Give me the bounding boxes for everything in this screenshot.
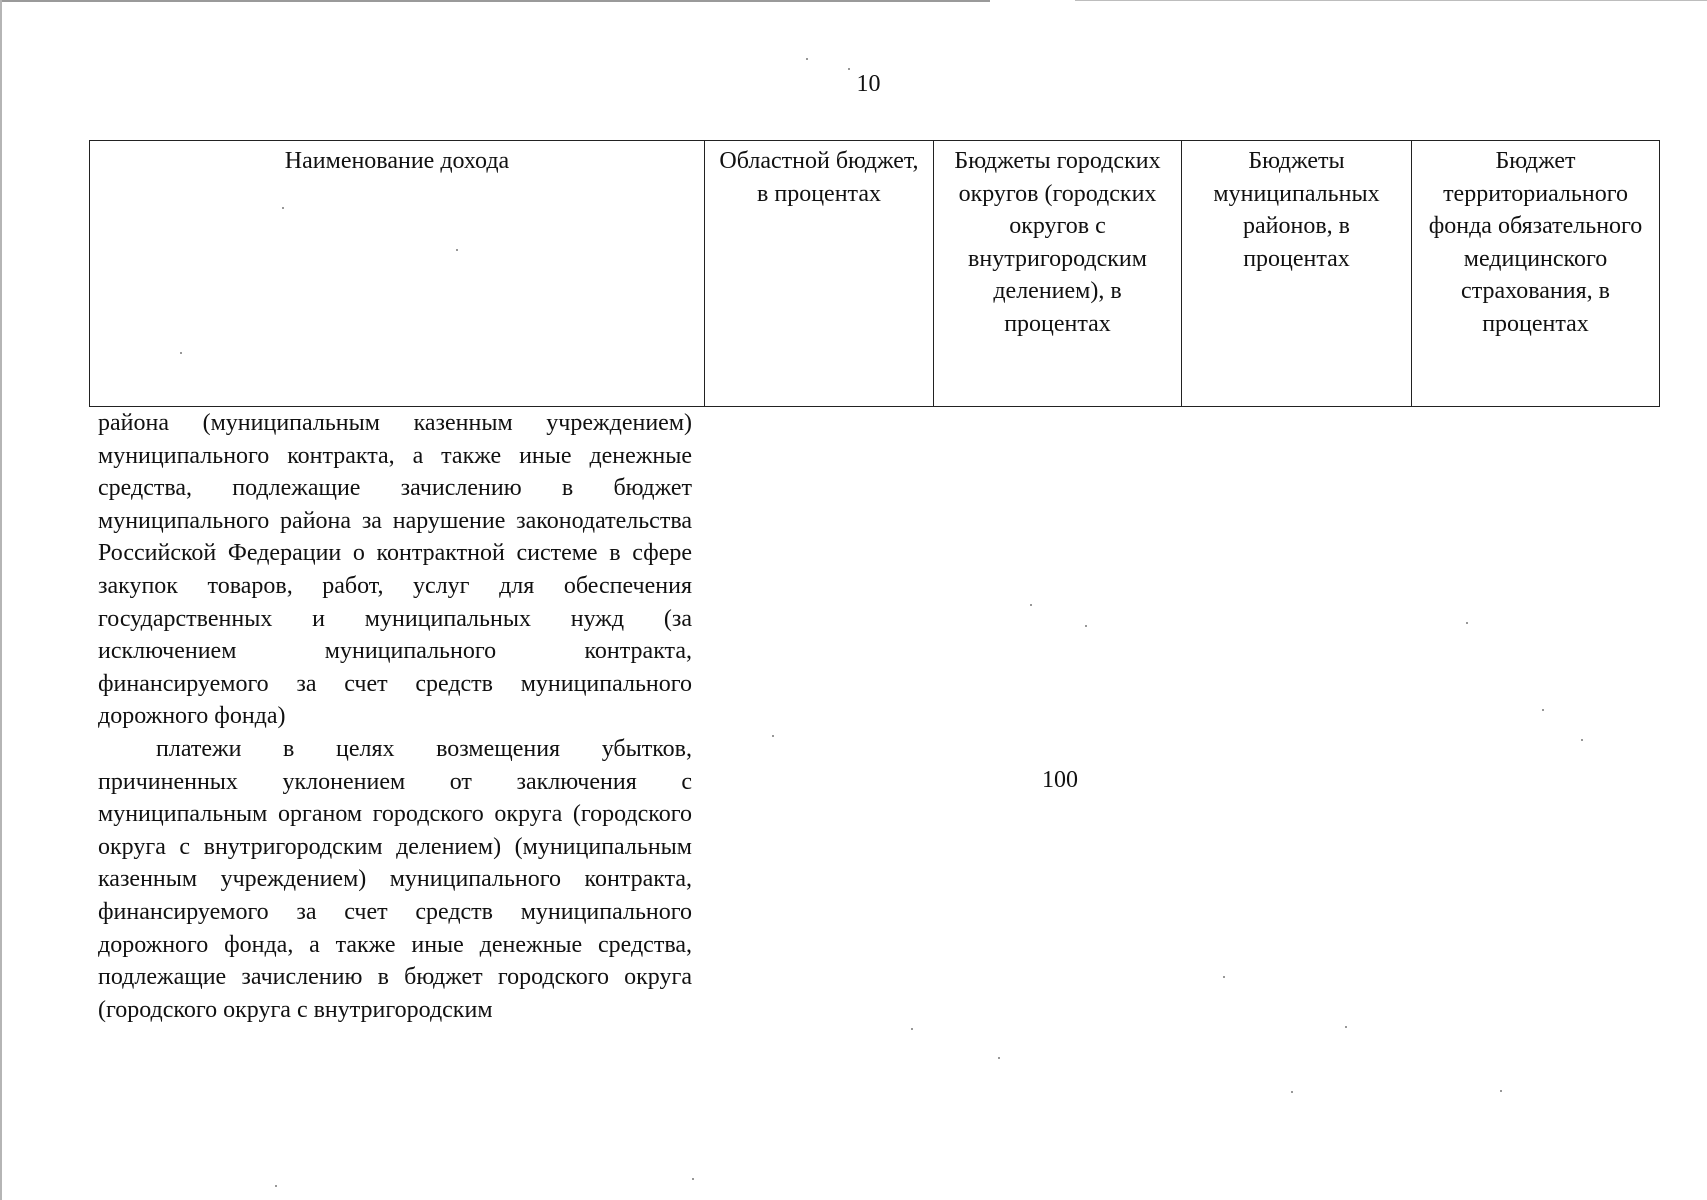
scan-edge-left: [0, 0, 2, 1200]
scan-speck: [848, 68, 850, 70]
scan-speck: [1500, 1090, 1502, 1092]
scan-speck: [1345, 1026, 1347, 1028]
header-regional-budget: Областной бюджет, в процентах: [705, 141, 934, 407]
table-header-row: [90, 141, 1660, 407]
income-row-text: района (муниципальным казенным учреждением) муниципального контракта, а также иные денежные средства, подлежащие зачислению в бюджет муниципального района за нарушение законодательства Российской Федерации о контрактной системе в сфере закупок товаров, работ, услуг для обеспечения государственных и муниципальных нужд (за исключением муниципального контракта, финансируемого за счет средств муниципального дорожного фонда): [98, 410, 692, 730]
scan-speck: [1291, 1091, 1293, 1093]
income-name-column: [98, 407, 692, 1026]
scan-speck: [282, 207, 284, 209]
city-districts-percent-value: 100: [1042, 767, 1078, 793]
page-number: 10: [856, 71, 881, 97]
scan-speck: [1030, 604, 1032, 606]
scan-speck: [806, 58, 808, 60]
scan-edge-top-right: [1075, 0, 1707, 1]
scan-speck: [1581, 739, 1583, 741]
income-distribution-table-header: [89, 140, 1660, 407]
header-income-name: Наименование дохода: [90, 141, 705, 407]
header-city-district-budgets: Бюджеты городских округов (городских округов с внутригородским делением), в процентах: [934, 141, 1182, 407]
scan-speck: [1466, 622, 1468, 624]
scan-speck: [1085, 625, 1087, 627]
header-municipal-district-budgets: Бюджеты муниципальных районов, в процентах: [1182, 141, 1412, 407]
scan-speck: [911, 1028, 913, 1030]
header-health-insurance-fund-budget: Бюджет территориального фонда обязательного медицинского страхования, в процентах: [1412, 141, 1660, 407]
scan-speck: [180, 352, 182, 354]
income-row-text: платежи в целях возмещения убытков, причиненных уклонением от заключения с муниципальным органом городского округа (городского округа с внутригородским делением) (муниципальным казенным учреждением) муниципального контракта, финансируемого за счет средств муниципального дорожного фонда, а также иные денежные средства, подлежащие зачислению в бюджет городского округа (городского округа с внутригородским: [98, 735, 692, 1023]
scan-speck: [772, 735, 774, 737]
scan-speck: [456, 249, 458, 251]
scan-speck: [1542, 709, 1544, 711]
scan-speck: [692, 1178, 694, 1180]
scan-speck: [998, 1057, 1000, 1059]
scan-speck: [275, 1185, 277, 1187]
scan-speck: [1223, 976, 1225, 978]
scan-edge-top: [0, 0, 990, 2]
